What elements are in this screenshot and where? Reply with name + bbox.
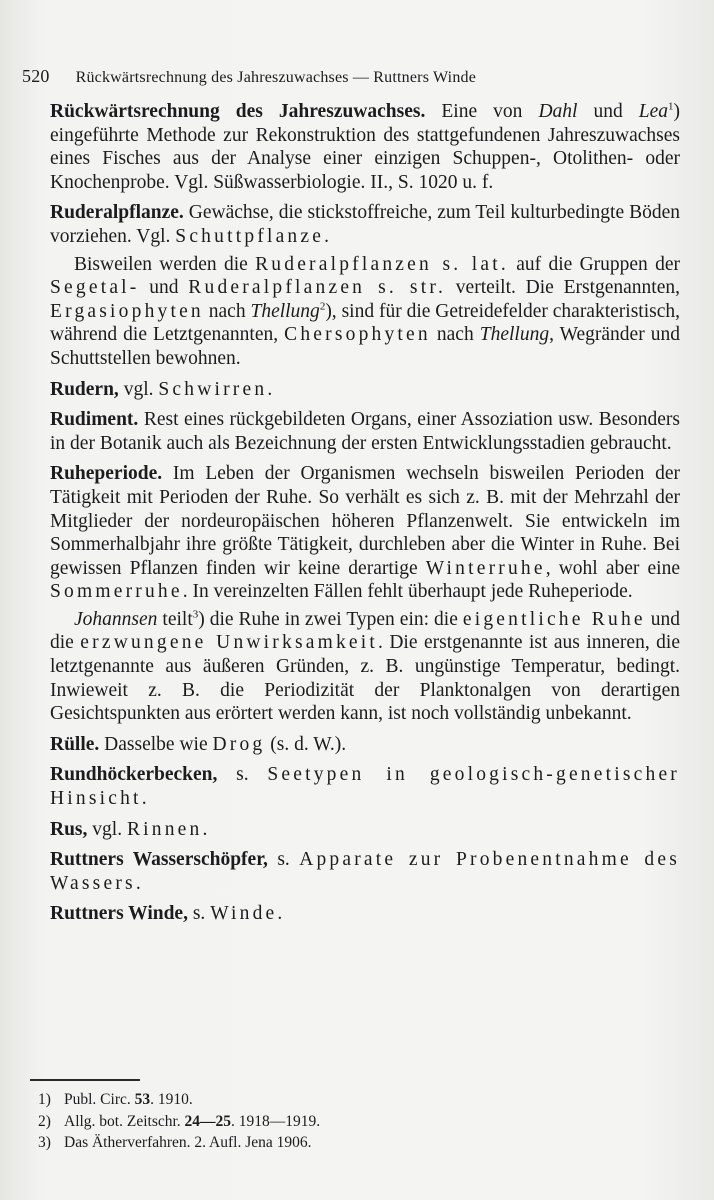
- dictionary-column: [50, 100, 680, 933]
- cross-reference: Winde: [210, 903, 278, 925]
- cross-reference: Rinnen: [126, 818, 203, 840]
- emphasis-term: Ruderalpflanzen s. str.: [188, 277, 447, 299]
- footnote-rule: [30, 1079, 140, 1081]
- headword: Rus,: [50, 818, 88, 840]
- emphasis-term: Winterruhe: [425, 557, 546, 579]
- headword: Rudern,: [50, 378, 119, 400]
- emphasis-term: Ergasiophyten: [50, 300, 204, 322]
- emphasis-term: erzwungene Unwirksamkeit: [80, 632, 378, 654]
- entry-ruheperiode: Ruheperiode. Im Leben der Organismen wechseln bisweilen Perioden der Tätigkeit mit Perioden der Ruhe. So verhält es sich z. B. mit der Mehrzahl der Mitglieder der nordeuropäischen höheren Pflanzenwelt. Sie entwickeln im Sommerhalbjahr ihre größte Tätigkeit, durchleben aber die Winter in Ruhe. Bei gewissen Pflanzen finden wir keine derartige Winterruhe, wohl aber eine Sommerruhe. In vereinzelten Fällen fehlt überhaupt jede Ruheperiode.: [50, 463, 680, 603]
- headword: Rülle.: [50, 733, 100, 755]
- author-name: Thellung: [479, 324, 550, 346]
- cross-reference: Schuttpflanze: [175, 225, 325, 247]
- volume-number: 24—25: [184, 1112, 232, 1130]
- footnote-3: 3) Das Ätherverfahren. 2. Aufl. Jena 1906.: [38, 1132, 558, 1154]
- entry-rus: Rus, vgl. Rinnen.: [50, 818, 208, 840]
- volume-number: 53: [134, 1091, 151, 1108]
- entry-ruelle: Rülle. Dasselbe wie Drog (s. d. W.).: [50, 733, 347, 755]
- entry-ruttners-winde: Ruttners Winde, s. Winde.: [50, 903, 283, 925]
- cross-reference: Schwirren: [158, 378, 268, 400]
- emphasis-term: eigentliche Ruhe: [462, 608, 646, 630]
- emphasis-term: Chersophyten: [284, 324, 431, 346]
- entry-rueckwaertsrechnung: Rückwärtsrechnung des Jahreszuwachses. Eine von Dahl und Lea$^1$) eingeführte Methode zur Rekonstruktion des stattgefundenen Jahreszuwachses eines Fisches aus der Analyse einer einzigen Schuppen-, Otolithen- oder Knochenprobe. Vgl. Süßwasserbiologie. II., S. 1020 u. f.: [50, 100, 681, 193]
- footnotes: [38, 1089, 558, 1154]
- entry-ruttners-wasserschoepfer: Ruttners Wasserschöpfer, s. Apparate zur Probenentnahme des Wassers.: [50, 849, 680, 894]
- entry-rudiment: Rudiment. Rest eines rückgebildeten Organs, einer Assoziation usw. Besonders in der Botanik auch als Bezeichnung der ersten Entwicklungsstadien gebraucht.: [50, 409, 680, 454]
- headword: Ruderalpflanze.: [50, 202, 184, 224]
- footnote-ref: 2: [319, 300, 326, 313]
- author-name: Thellung: [250, 300, 320, 322]
- footnote-2: 2) Allg. bot. Zeitschr. 24—25. 1918—1919.: [38, 1111, 558, 1133]
- cross-reference: Apparate zur Probenentnahme des Wassers: [50, 849, 680, 894]
- entry-ruderalpflanze-continued: Bisweilen werden die Ruderalpflanzen s. lat. auf die Gruppen der Segetal- und Ruderalpflanzen s. str. verteilt. Die Erstgenannten, Ergasiophyten nach Thellung$^2$), sind für die Getreidefelder charakteristisch, während die Letztgenannten, Chersophyten nach Thellung, Wegränder und Schuttstellen bewohnen.: [50, 253, 680, 369]
- footnote-ref: 3: [192, 608, 199, 621]
- author-name: Johannsen: [74, 608, 158, 630]
- emphasis-term: Ruderalpflanzen s. lat.: [255, 253, 509, 275]
- running-head: [22, 66, 682, 87]
- headword: Rudiment.: [50, 409, 139, 431]
- author-name: Dahl: [538, 101, 578, 122]
- footnote-mark: 2): [38, 1112, 51, 1130]
- author-name: Lea: [638, 101, 669, 122]
- headword: Ruttners Winde,: [50, 903, 188, 925]
- headword: Rückwärtsrechnung des Jahreszuwachses.: [50, 101, 426, 122]
- headword: Ruttners Wasserschöpfer,: [50, 849, 268, 871]
- page-number: 520: [22, 66, 50, 86]
- cross-reference: Seetypen in geologisch-genetischer Hinsicht: [50, 764, 680, 810]
- footnote-ref: 1: [668, 100, 674, 113]
- entry-ruderalpflanze: Ruderalpflanze. Gewächse, die stickstoffreiche, zum Teil kulturbedingte Böden vorziehen. Vgl. Schuttpflanze.: [50, 202, 680, 247]
- headword: Rundhöckerbecken,: [50, 764, 218, 786]
- headword: Ruheperiode.: [50, 463, 163, 485]
- footnote-mark: 3): [38, 1134, 51, 1151]
- emphasis-term: Sommerruhe: [50, 581, 183, 603]
- footnote-mark: 1): [38, 1091, 51, 1108]
- emphasis-term: Segetal-: [50, 277, 140, 299]
- footnote-1: 1) Publ. Circ. 53. 1910.: [38, 1089, 558, 1111]
- cross-reference: Drog: [212, 733, 266, 755]
- entry-rudern: Rudern, vgl. Schwirren.: [50, 378, 273, 400]
- entry-rundhoeckerbecken: Rundhöckerbecken, s. Seetypen in geologisch-genetischer Hinsicht.: [50, 764, 680, 810]
- entry-ruheperiode-continued: Johannsen teilt$^3$) die Ruhe in zwei Typen ein: die eigentliche Ruhe und die erzwungene Unwirksamkeit. Die erstgenannte ist aus inneren, die letztgenannte aus äußeren Gründen, z. B. ungünstige Temperatur, bedingt. Inwieweit z. B. die Periodizität der Planktonalgen von derartigen Gesichtspunkten aus erörtert werden kann, ist noch vollständig unbekannt.: [50, 608, 681, 725]
- running-title: Rückwärtsrechnung des Jahreszuwachses — Ruttners Winde: [75, 69, 477, 86]
